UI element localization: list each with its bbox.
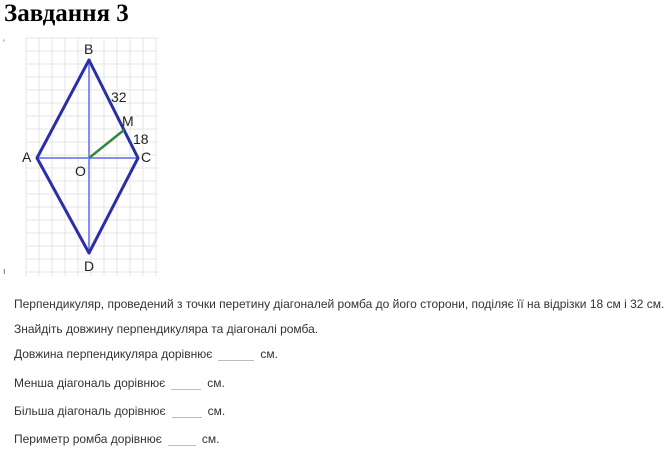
- label-m: M: [122, 113, 134, 129]
- answer-label: Довжина перпендикуляра дорівнює: [14, 347, 213, 361]
- answer-row-perpendicular: [14, 347, 278, 361]
- label-segment-32: 32: [111, 89, 127, 105]
- unit-label: см.: [260, 347, 278, 361]
- rhombus-figure: [22, 38, 158, 276]
- margin-mark: ': [3, 38, 5, 48]
- problem-statement: Перпендикуляр, проведений з точки перетину діагоналей ромба до його сторони, поділяє її на відрізки 18 см і 32 см.: [14, 297, 664, 311]
- label-b: B: [84, 41, 94, 57]
- task-title: Завдання 3: [4, 0, 129, 27]
- answer-row-perimeter: [14, 432, 220, 446]
- unit-label: см.: [201, 432, 220, 446]
- label-a: A: [22, 149, 32, 165]
- answer-row-small-diagonal: [14, 376, 225, 390]
- problem-question: Знайдіть довжину перпендикуляра та діагоналі ромба.: [14, 322, 319, 336]
- answer-input-perimeter[interactable]: [168, 433, 196, 446]
- answer-input-perpendicular[interactable]: [218, 348, 254, 361]
- answer-input-large-diagonal[interactable]: [172, 405, 202, 418]
- answer-input-small-diagonal[interactable]: [171, 377, 201, 390]
- label-segment-18: 18: [133, 131, 149, 147]
- rhombus-diagram: [22, 38, 158, 276]
- answer-label: Менша діагональ дорівнює: [14, 376, 166, 390]
- margin-mark: ı: [3, 266, 6, 276]
- unit-label: см.: [207, 376, 225, 390]
- unit-label: см.: [207, 404, 226, 418]
- label-d: D: [84, 258, 95, 274]
- answer-label: Периметр ромба дорівнює: [14, 432, 162, 446]
- perpendicular-om: [89, 130, 124, 158]
- label-c: C: [141, 149, 152, 165]
- label-o: O: [75, 163, 86, 179]
- answer-row-large-diagonal: [14, 404, 225, 418]
- answer-label: Більша діагональ дорівнює: [14, 404, 166, 418]
